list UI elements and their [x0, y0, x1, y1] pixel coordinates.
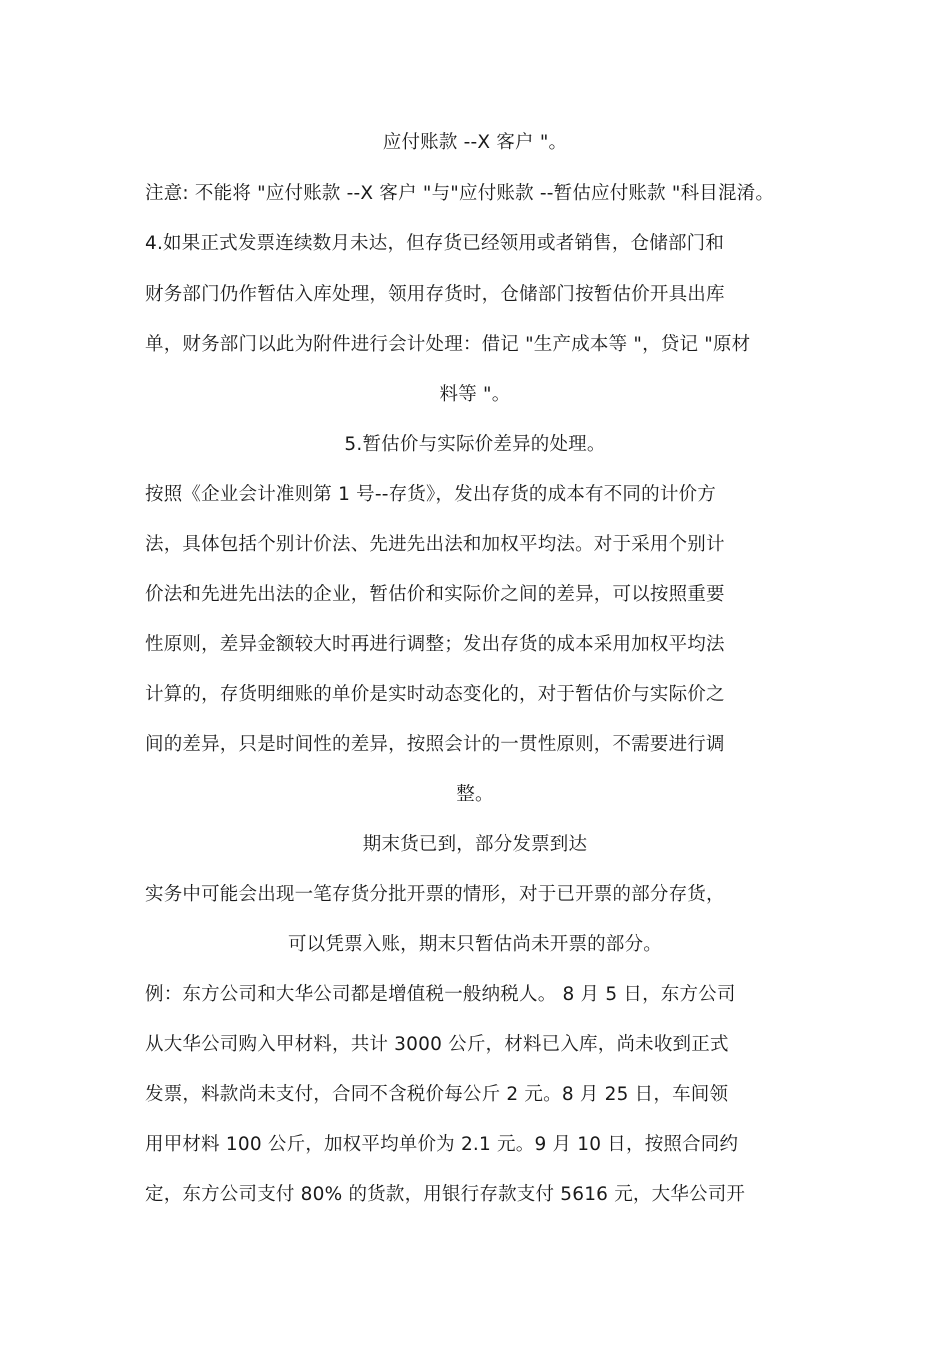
text-line-21: 用甲材料 100 公斤，加权平均单价为 2.1 元。9 月 10 日，按照合同约 — [145, 1134, 739, 1155]
text-line-19: 从大华公司购入甲材料，共计 3000 公斤，材料已入库，尚未收到正式 — [145, 1034, 729, 1055]
text-line-22: 定，东方公司支付 80% 的货款，用银行存款支付 5616 元，大华公司开 — [145, 1184, 746, 1205]
text-line-1: 应付账款 --X 客户 "。 — [382, 132, 568, 153]
text-line-17: 可以凭票入账，期末只暂估尚未开票的部分。 — [287, 934, 662, 955]
text-line-11: 性原则，差异金额较大时再进行调整；发出存货的成本采用加权平均法 — [145, 634, 725, 655]
text-line-6: 料等 "。 — [439, 384, 511, 405]
text-line-10: 价法和先进先出法的企业，暂估价和实际价之间的差异，可以按照重要 — [145, 584, 725, 605]
text-line-8: 按照《企业会计准则第 1 号--存货》，发出存货的成本有不同的计价方 — [145, 484, 716, 505]
text-line-20: 发票，料款尚未支付，合同不含税价每公斤 2 元。8 月 25 日，车间领 — [145, 1084, 729, 1105]
text-line-5: 单，财务部门以此为附件进行会计处理：借记 "生产成本等 "，贷记 "原材 — [145, 334, 751, 355]
text-line-9: 法，具体包括个别计价法、先进先出法和加权平均法。对于采用个别计 — [145, 534, 725, 555]
text-line-13: 间的差异，只是时间性的差异，按照会计的一贯性原则，不需要进行调 — [145, 734, 725, 755]
text-line-16: 实务中可能会出现一笔存货分批开票的情形，对于已开票的部分存货， — [145, 884, 725, 905]
text-line-14: 整。 — [456, 784, 494, 805]
text-line-4: 财务部门仍作暂估入库处理，领用存货时，仓储部门按暂估价开具出库 — [145, 284, 725, 305]
text-line-2: 注意: 不能将 "应付账款 --X 客户 "与"应付账款 --暂估应付账款 "科目混淆。 — [145, 183, 775, 204]
text-line-12: 计算的，存货明细账的单价是实时动态变化的，对于暂估价与实际价之 — [145, 684, 725, 705]
text-line-3: 4.如果正式发票连续数月未达，但存货已经领用或者销售，仓储部门和 — [145, 233, 725, 254]
text-line-18: 例：东方公司和大华公司都是增值税一般纳税人。 8 月 5 日，东方公司 — [145, 984, 736, 1005]
section-heading-5: 5.暂估价与实际价差异的处理。 — [344, 434, 606, 455]
section-heading-period-end: 期末货已到，部分发票到达 — [362, 834, 588, 855]
